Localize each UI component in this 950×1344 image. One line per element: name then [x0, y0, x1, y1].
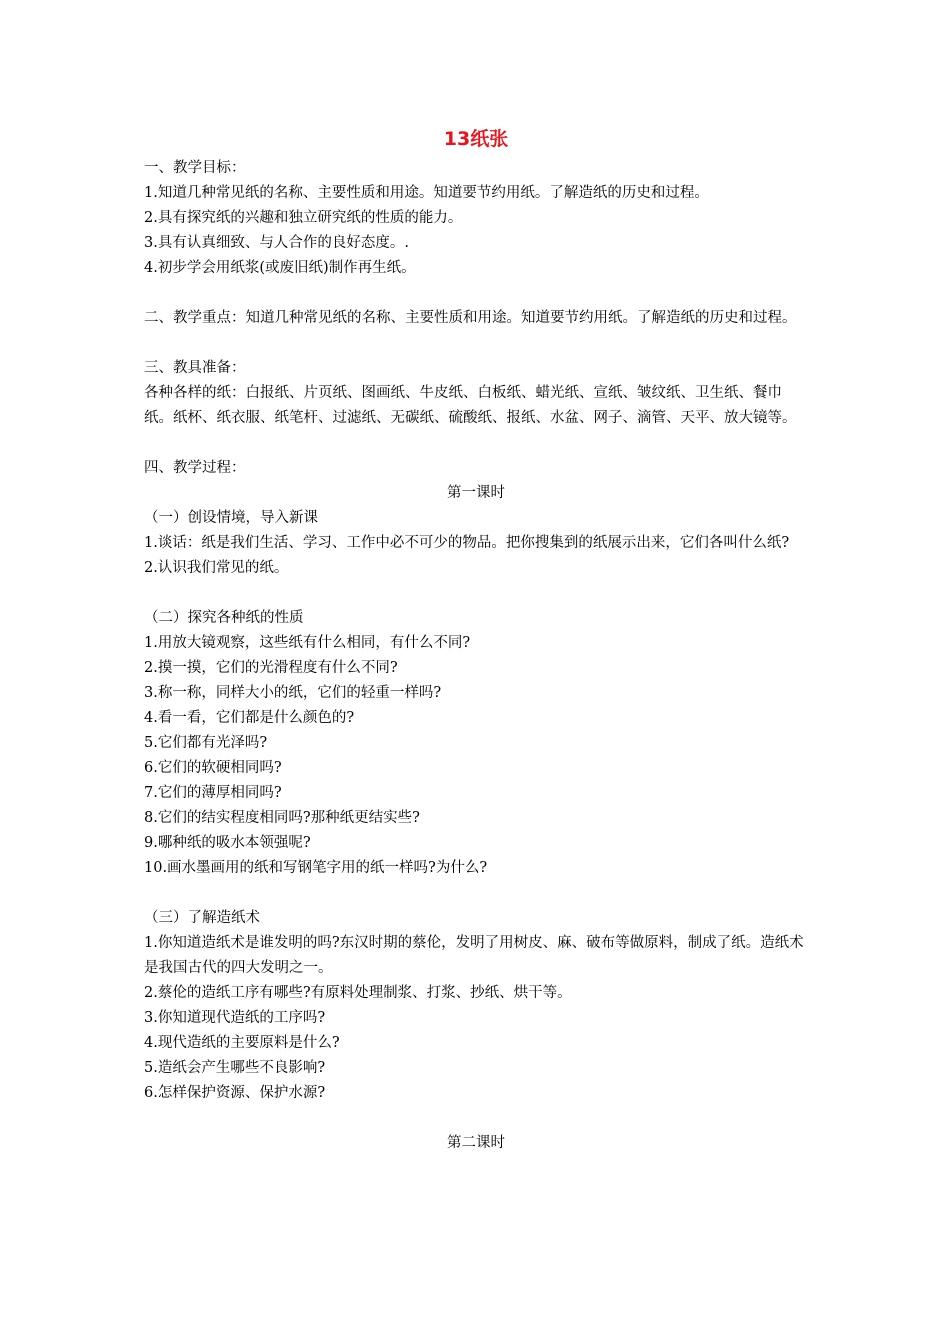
list-item: 4.看一看，它们都是什么颜色的?: [144, 710, 355, 726]
goal-item: 4.初步学会用纸浆(或废旧纸)制作再生纸。: [144, 260, 416, 276]
lesson-two-heading: 第二课时: [447, 1135, 505, 1151]
list-item: 4.现代造纸的主要原料是什么?: [144, 1035, 340, 1051]
list-item: 5.它们都有光泽吗?: [144, 735, 268, 751]
part-two-heading: （二）探究各种纸的性质: [144, 610, 304, 626]
section-heading-goals: 一、教学目标：: [144, 160, 246, 176]
document-title: 13纸张: [443, 128, 509, 150]
section-heading-process: 四、教学过程：: [144, 460, 246, 476]
section-heading-materials: 三、教具准备：: [144, 360, 246, 376]
list-item: 5.造纸会产生哪些不良影响?: [144, 1060, 326, 1076]
goal-item: 3.具有认真细致、与人合作的良好态度。.: [144, 235, 409, 251]
list-item: 6.怎样保护资源、保护水源?: [144, 1085, 326, 1101]
part-three-heading: （三）了解造纸术: [144, 910, 260, 926]
section-key-points: 二、教学重点：知道几种常见纸的名称、主要性质和用途。知道要节约用纸。了解造纸的历史和过程。: [144, 310, 797, 326]
list-item: 2.蔡伦的造纸工序有哪些?有原料处理制浆、打浆、抄纸、烘干等。: [144, 985, 572, 1001]
goal-item: 1.知道几种常见纸的名称、主要性质和用途。知道要节约用纸。了解造纸的历史和过程。: [144, 185, 709, 201]
spacer: [144, 881, 808, 906]
list-item: 1.谈话：纸是我们生活、学习、工作中必不可少的物品。把你搜集到的纸展示出来，它们各叫什么纸?: [144, 535, 790, 551]
list-item: 1.你知道造纸术是谁发明的吗?东汉时期的蔡伦，发明了用树皮、麻、破布等做原料，制成了纸。造纸术是我国古代的四大发明之一。: [144, 935, 804, 976]
list-item: 6.它们的软硬相同吗?: [144, 760, 282, 776]
materials-text: 各种各样的纸：白报纸、片页纸、图画纸、牛皮纸、白板纸、蜡光纸、宣纸、皱纹纸、卫生纸、餐巾纸。纸杯、纸衣服、纸笔杆、过滤纸、无碳纸、硫酸纸、报纸、水盆、网子、滴管、天平、放大镜等。: [144, 385, 797, 426]
list-item: 1.用放大镜观察，这些纸有什么相同，有什么不同?: [144, 635, 471, 651]
spacer: [144, 281, 808, 306]
list-item: 3.你知道现代造纸的工序吗?: [144, 1010, 326, 1026]
spacer: [144, 1106, 808, 1131]
spacer: [144, 581, 808, 606]
list-item: 2.摸一摸，它们的光滑程度有什么不同?: [144, 660, 398, 676]
list-item: 7.它们的薄厚相同吗?: [144, 785, 282, 801]
document-page: [144, 122, 808, 1156]
list-item: 9.哪种纸的吸水本领强呢?: [144, 835, 311, 851]
spacer: [144, 431, 808, 456]
list-item: 2.认识我们常见的纸。: [144, 560, 289, 576]
spacer: [144, 331, 808, 356]
list-item: 8.它们的结实程度相同吗?那种纸更结实些?: [144, 810, 420, 826]
lesson-one-heading: 第一课时: [447, 485, 505, 501]
list-item: 10.画水墨画用的纸和写钢笔字用的纸一样吗?为什么?: [144, 860, 488, 876]
goal-item: 2.具有探究纸的兴趣和独立研究纸的性质的能力。: [144, 210, 463, 226]
part-one-heading: （一）创设情境，导入新课: [144, 510, 318, 526]
list-item: 3.称一称，同样大小的纸，它们的轻重一样吗?: [144, 685, 442, 701]
